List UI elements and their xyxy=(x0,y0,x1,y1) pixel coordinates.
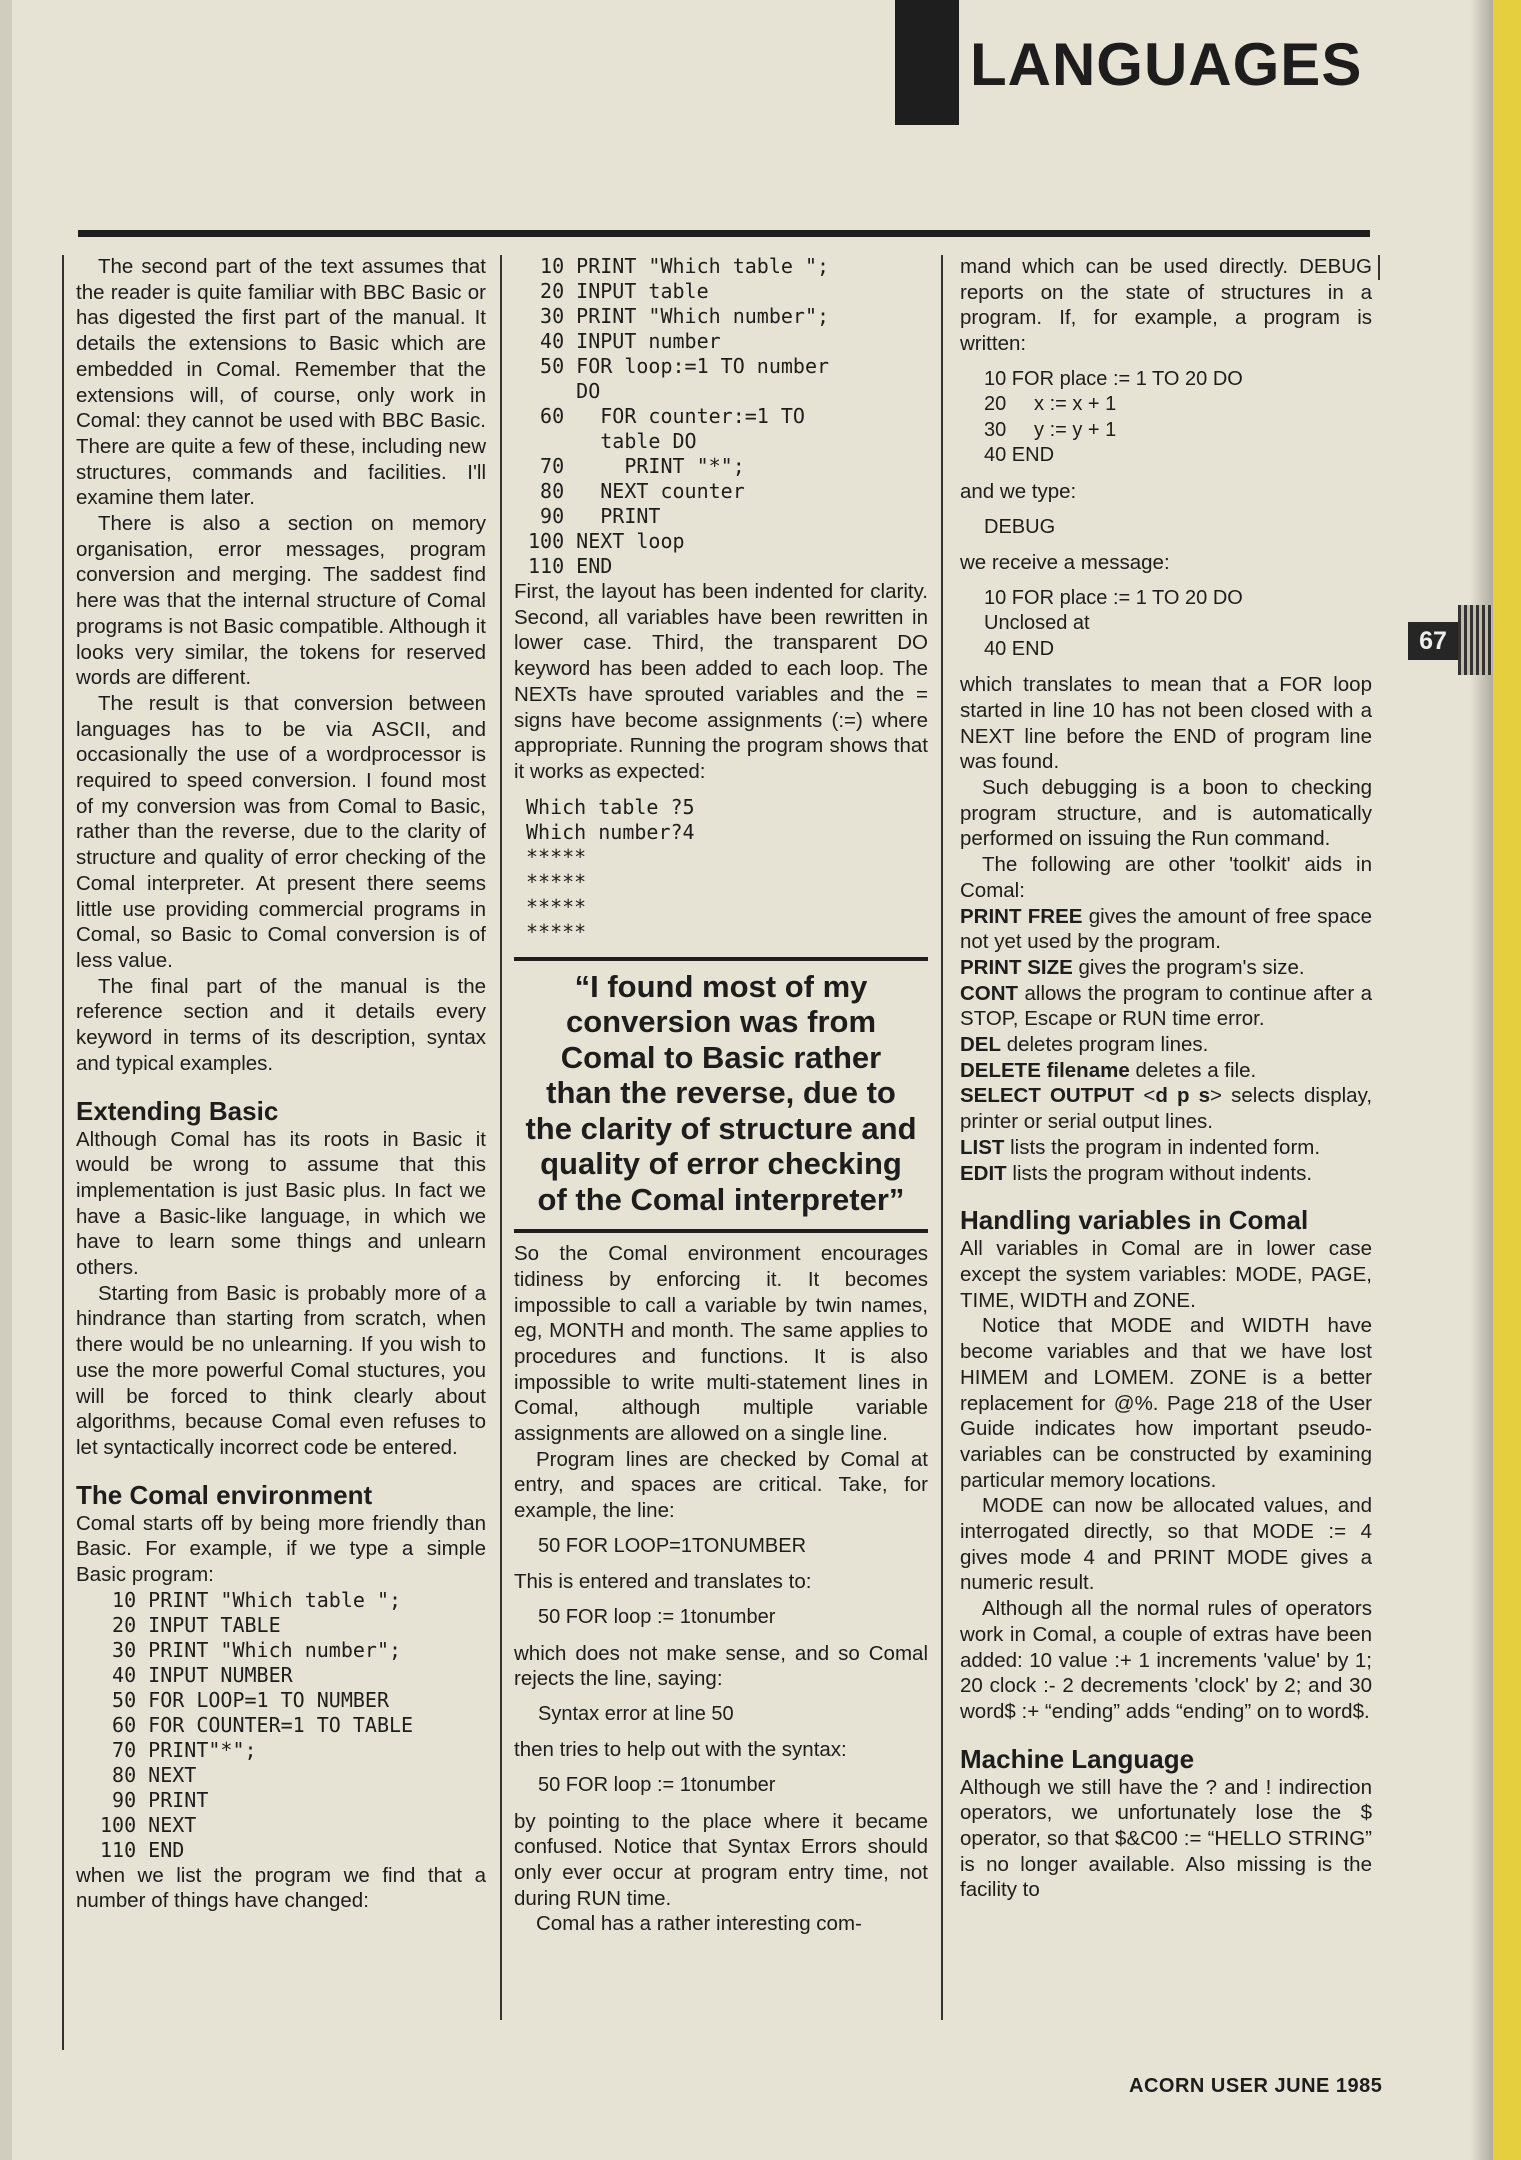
code-example: 50 FOR loop := 1tonumber xyxy=(538,1774,776,1797)
paragraph: mand which can be used directly. DEBUG reports on the state of structures in a program. If, for example, a program is written: xyxy=(960,255,1372,356)
keyword-desc: allows the program to continue after a STOP, Escape or RUN time error. xyxy=(960,981,1372,1031)
program-output: Which table ?5 Which number?4 ***** ***** ***** ***** xyxy=(526,794,695,944)
keyword: PRINT FREE xyxy=(960,904,1083,928)
subheading-comal-environment: The Comal environment xyxy=(76,1479,373,1510)
keyword: DELETE filename xyxy=(960,1058,1130,1082)
keyword-desc: lists the program without indents. xyxy=(1006,1161,1313,1185)
keyword-desc: deletes program lines. xyxy=(1001,1033,1209,1057)
toolkit-item xyxy=(960,1032,1372,1058)
column-1 xyxy=(76,254,486,1914)
code-example: Syntax error at line 50 xyxy=(538,1702,734,1725)
keyword: SELECT OUTPUT xyxy=(960,1084,1135,1108)
column-rule xyxy=(1378,255,1380,280)
paragraph: Although all the normal rules of operators work in Comal, a couple of extras have been added: 10 value :+ 1 increments 'value' by 1; 20 clock :- 2 decrements 'clock' by 2; and 30 word$ :+ “ending” adds “ending” on to word$. xyxy=(960,1597,1372,1723)
keyword-desc: gives the amount of free space not yet used by the program. xyxy=(960,904,1373,954)
paragraph: The second part of the text assumes that the reader is quite familiar with BBC Basic or has digested the first part of the manual. It details the extensions to Basic which are embedded in Comal. Remember that the extensions will, of course, only work in Comal: they cannot be used with BBC Basic. There are quite a few of these, including new structures, commands and facilities. I'll examine them later. xyxy=(76,255,486,510)
toolkit-item xyxy=(960,1135,1372,1161)
paragraph: First, the layout has been indented for clarity. Second, all variables have been rewritten in lower case. Third, the transparent DO keyword has been added to each loop. The NEXTs have sprouted variables and the = signs have become assignments (:=) where appropriate. Running the program shows that it works as expected: xyxy=(514,580,928,783)
paragraph: Comal starts off by being more friendly than Basic. For example, if we type a simple Basic program: xyxy=(76,1511,486,1587)
keyword-desc: lists the program in indented form. xyxy=(1004,1135,1321,1159)
column-2 xyxy=(514,254,928,1937)
paragraph: and we type: xyxy=(960,479,1077,503)
paragraph: Starting from Basic is probably more of a hindrance than starting from scratch, when there would be no unlearning. If you wish to use the more powerful Comal stuctures, you will be forced to think clearly about algorithms, because Comal even refuses to let syntactically incorrect code be entered. xyxy=(76,1281,486,1459)
paragraph: which translates to mean that a FOR loop started in line 10 has not been closed with a NEXT line before the END of program line was found. xyxy=(960,673,1372,774)
code-example: 10 FOR place := 1 TO 20 DO 20 x := x + 1 30 y := y + 1 40 END xyxy=(984,367,1243,467)
keyword: d p s xyxy=(1155,1084,1211,1108)
code-listing-comal: 10 PRINT "Which table "; 20 INPUT table 30 PRINT "Which number"; 40 INPUT number 50 FOR loop:=1 TO number DO 60 FOR counter:=1 TO table DO 70 PRINT "*"; 80 NEXT counter 90 PRINT 100 NEXT loop 110 END xyxy=(528,254,830,578)
paragraph: This is entered and translates to: xyxy=(514,1570,812,1594)
toolkit-item xyxy=(960,1161,1372,1187)
paragraph: Program lines are checked by Comal at entry, and spaces are critical. Take, for example, the line: xyxy=(514,1447,928,1523)
column-3 xyxy=(960,254,1372,1903)
header-black-block xyxy=(895,0,959,125)
paragraph: Although Comal has its roots in Basic it would be wrong to assume that this implementation is just Basic plus. In fact we have a Basic-like language, in which we have to learn some things and unlearn others. xyxy=(76,1127,486,1280)
page-tab-marks xyxy=(1458,605,1492,675)
keyword-desc: deletes a file. xyxy=(1129,1058,1257,1082)
header-rule xyxy=(78,230,1370,237)
paragraph: Notice that MODE and WIDTH have become variables and that we have lost HIMEM and LOMEM. ZONE is a better replacement for @%. Page 218 of the User Guide indicates how important pseudo-variables can be constructed by examining particular memory locations. xyxy=(960,1314,1372,1492)
magazine-edge xyxy=(1493,0,1521,2160)
paragraph: when we list the program we find that a number of things have changed: xyxy=(76,1863,486,1913)
keyword: PRINT SIZE xyxy=(960,955,1073,979)
subheading-extending-basic: Extending Basic xyxy=(76,1095,279,1126)
paragraph: Such debugging is a boon to checking program structure, and is automatically performed on issuing the Run command. xyxy=(960,776,1372,851)
paragraph: MODE can now be allocated values, and interrogated directly, so that MODE := 4 gives mode 4 and PRINT MODE gives a numeric result. xyxy=(960,1494,1372,1595)
toolkit-item xyxy=(960,1058,1372,1084)
keyword: EDIT xyxy=(960,1161,1007,1185)
column-rule xyxy=(500,255,502,2020)
toolkit-item xyxy=(960,1083,1372,1134)
paragraph: which does not make sense, and so Comal rejects the line, saying: xyxy=(514,1641,928,1691)
column-rule xyxy=(62,255,64,2050)
keyword: CONT xyxy=(960,981,1019,1005)
paragraph: Although we still have the ? and ! indirection operators, we unfortunately lose the $ operator, so that $&C00 := “HELLO STRING” is no longer available. Also missing is the facility to xyxy=(960,1775,1372,1902)
paragraph: The final part of the manual is the reference section and it details every keyword in terms of its description, syntax and typical examples. xyxy=(76,974,486,1075)
page-number-tab: 67 xyxy=(1408,622,1458,660)
paragraph: So the Comal environment encourages tidiness by enforcing it. It becomes impossible to call a variable by twin names, eg, MONTH and month. The same applies to procedures and functions. It is also impossible to write multi-statement lines in Comal, although multiple variable assignments are allowed on a single line. xyxy=(514,1242,928,1446)
page-footer: ACORN USER JUNE 1985 xyxy=(1129,2075,1383,2097)
paragraph: There is also a section on memory organisation, error messages, program conversion and merging. The saddest find here was that the internal structure of Comal programs is not Basic compatible. Although it looks very similar, the tokens for reserved words are different. xyxy=(76,512,486,690)
toolkit-item xyxy=(960,981,1372,1032)
paragraph: The following are other 'toolkit' aids in Comal: xyxy=(960,853,1372,902)
code-example: DEBUG xyxy=(984,515,1056,538)
paragraph: then tries to help out with the syntax: xyxy=(514,1738,847,1762)
paragraph: Comal has a rather interesting com- xyxy=(536,1912,862,1936)
paragraph: The result is that conversion between languages has to be via ASCII, and occasionally the use of a wordprocessor is required to speed conversion. I found most of my conversion was from Comal to Basic, rather than the reverse, due to the clarity of structure and quality of error checking of the Comal interpreter. At present there seems little use providing commercial programs in Comal, so Basic to Comal conversion is of less value. xyxy=(76,691,486,972)
code-listing-basic: 10 PRINT "Which table "; 20 INPUT TABLE 30 PRINT "Which number"; 40 INPUT NUMBER 50 FOR LOOP=1 TO NUMBER 60 FOR COUNTER=1 TO TABLE 70 PRINT"*"; 80 NEXT 90 PRINT 100 NEXT 110 END xyxy=(100,1587,414,1862)
keyword-desc: gives the program's size. xyxy=(1072,955,1305,979)
keyword: DEL xyxy=(960,1033,1001,1057)
subheading-machine-language: Machine Language xyxy=(960,1743,1195,1774)
paragraph: by pointing to the place where it became confused. Notice that Syntax Errors should only ever occur at program entry time, not during RUN time. xyxy=(514,1809,928,1910)
keyword-desc: > selects display, printer or serial output lines. xyxy=(960,1084,1373,1134)
page-left-edge xyxy=(0,0,12,2160)
code-example: 50 FOR LOOP=1TONUMBER xyxy=(538,1534,807,1557)
subheading-handling-variables: Handling variables in Comal xyxy=(960,1205,1309,1236)
pull-quote: “I found most of my conversion was from Comal to Basic rather than the reverse, due to the clarity of structure and quality of error checking of the Comal interpreter” xyxy=(514,957,928,1234)
column-rule xyxy=(941,255,943,2020)
code-example: 50 FOR loop := 1tonumber xyxy=(538,1606,776,1629)
paragraph: we receive a message: xyxy=(960,551,1170,575)
paragraph: All variables in Comal are in lower case except the system variables: MODE, PAGE, TIME, WIDTH and ZONE. xyxy=(960,1237,1372,1312)
section-title: LANGUAGES xyxy=(970,31,1363,98)
keyword: LIST xyxy=(960,1135,1005,1159)
keyword-desc: < xyxy=(1134,1084,1156,1108)
toolkit-item xyxy=(960,904,1372,955)
toolkit-item xyxy=(960,955,1372,981)
code-example: 10 FOR place := 1 TO 20 DO Unclosed at 40 END xyxy=(984,586,1243,660)
